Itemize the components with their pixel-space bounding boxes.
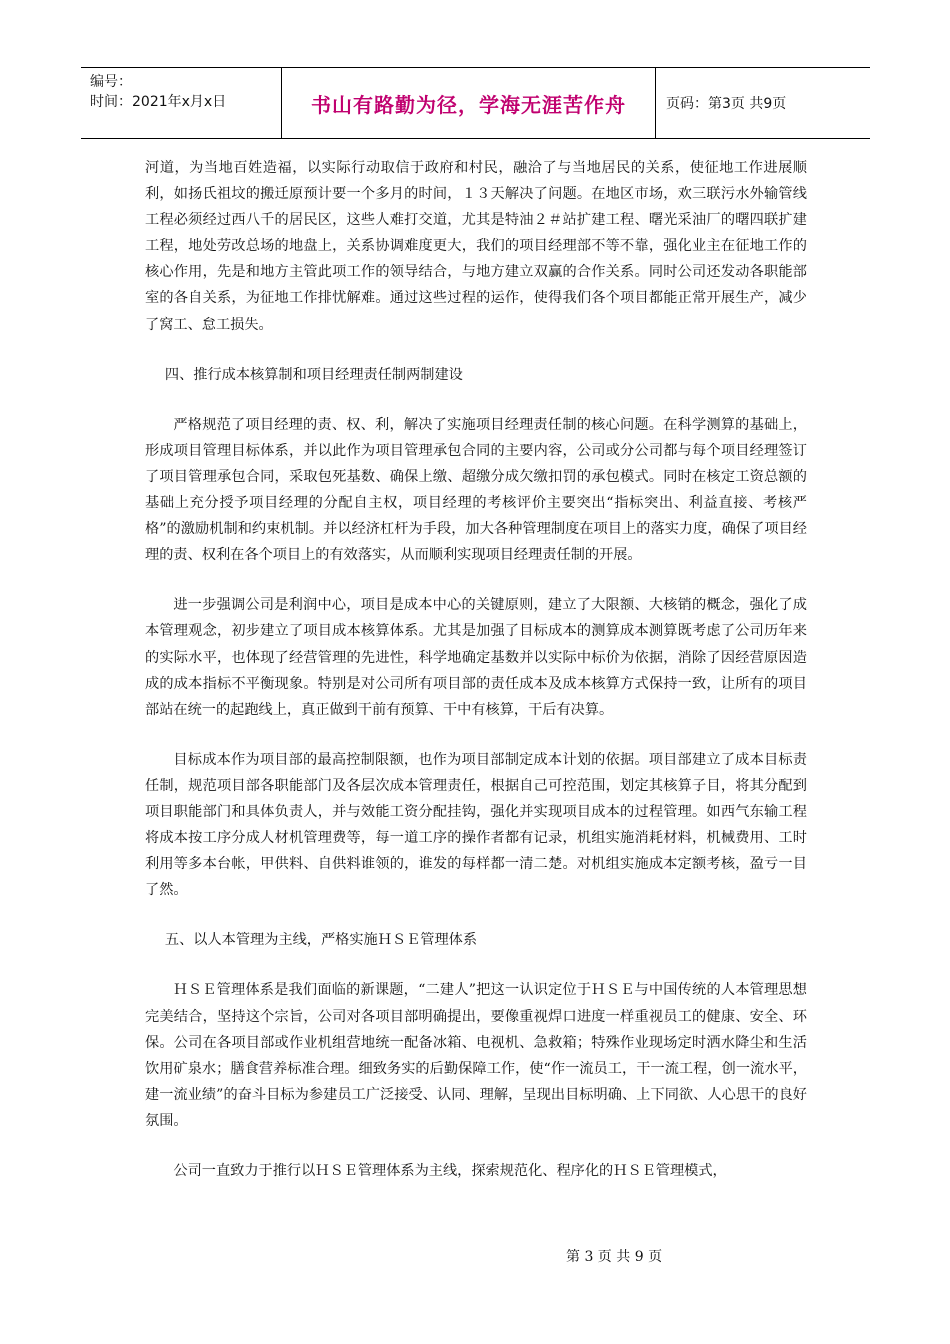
section-heading-5: 五、以人本管理为主线，严格实施ＨＳＥ管理体系 xyxy=(164,932,478,949)
paragraph: 进一步强调公司是利润中心，项目是成本中心的关键原则，建立了大限额、大核销的概念，强化了成本管理观念，初步建立了项目成本核算体系。尤其是加强了目标成本的测算成本测算既考虑了公司历年来的实际水平，也体现了经营管理的先进性，科学地确定基数并以实际中标价为依据，消除了因经营原因造成的成本指标不平衡现象。特别是对公司所有项目部的责任成本及成本核算方式保持一致，让所有的项目部站在统一的起跑线上，真正做到干前有预算、干中有核算，干后有决算。 xyxy=(145,597,807,718)
paragraph: 严格规范了项目经理的责、权、利，解决了实施项目经理责任制的核心问题。在科学测算的基础上，形成项目管理目标体系，并以此作为项目管理承包合同的主要内容，公司或分公司都与每个项目经理签订了项目管理承包合同，采取包死基数、确保上缴、超缴分成欠缴扣罚的承包模式。同时在核定工资总额的基础上充分授予项目经理的分配自主权，项目经理的考核评价主要突出“指标突出、利益直接、考核严格”的激励机制和约束机制。并以经济杠杆为手段，加大各种管理制度在项目上的落实力度，确保了项目经理的责、权利在各个项目上的有效落实，从而顺利实现项目经理责任制的开展。 xyxy=(145,416,807,564)
paragraph: ＨＳＥ管理体系是我们面临的新课题，“二建人”把这一认识定位于ＨＳＥ与中国传统的人本管理思想完美结合，坚持这个宗旨，公司对各项目部明确提出，要像重视焊口进度一样重视员工的健康、安全、环保。公司在各项目部或作业机组营地统一配备冰箱、电视机、急救箱；特殊作业现场定时洒水降尘和生活饮用矿泉水；膳食营养标准合理。细致务实的后勤保障工作，使“作一流员工，干一流工程，创一流水平，建一流业绩”的奋斗目标为参建员工广泛接受、认同、理解，呈现出目标明确、上下同欲、人心思干的良好氛围。 xyxy=(145,982,807,1129)
paragraph-continued: 河道，为当地百姓造福，以实际行动取信于政府和村民，融洽了与当地居民的关系，使征地工作进展顺利，如扬氏祖坟的搬迁原预计要一个多月的时间，１３天解决了问题。在地区市场，欢三联污水外输管线工程必须经过西八千的居民区，这些人难打交道，尤其是特油２＃站扩建工程、曙光采油厂的曙四联扩建工程，地处劳改总场的地盘上，关系协调难度更大，我们的项目经理部不等不靠，强化业主在征地工作的核心作用，先是和地方主管此项工作的领导结合，与地方建立双赢的合作关系。同时公司还发动各职能部室的各自关系，为征地工作排忧解难。通过这些过程的运作，使得我们各个项目都能正常开展生产，减少了窝工、怠工损失。 xyxy=(145,160,807,333)
page-footer: 第 3 页 共 9 页 xyxy=(566,1249,663,1265)
paragraph: 公司一直致力于推行以ＨＳＥ管理体系为主线，探索规范化、程序化的ＨＳＥ管理模式， xyxy=(173,1163,727,1179)
motto: 书山有路勤为径，学海无涯苦作舟 xyxy=(311,92,626,117)
page-info: 页码：第3页 共9页 xyxy=(666,96,787,112)
header-meta xyxy=(81,68,282,138)
header-page-cell xyxy=(656,68,870,138)
paragraph: 目标成本作为项目部的最高控制限额，也作为项目部制定成本计划的依据。项目部建立了成本目标责任制，规范项目部各职能部门及各层次成本管理责任，根据自己可控范围，划定其核算子目，将其分配到项目职能部门和具体负责人，并与效能工资分配挂钩，强化并实现项目成本的过程管理。如西气东输工程将成本按工序分成人材机管理费等，每一道工序的操作者都有记录，机组实施消耗材料，机械费用、工时利用等多本台帐，甲供料、自供料谁领的，谁发的每样都一清二楚。对机组实施成本定额考核，盈亏一目了然。 xyxy=(145,751,807,899)
section-heading-4: 四、推行成本核算制和项目经理责任制两制建设 xyxy=(164,366,463,383)
code-label: 编号： xyxy=(90,74,132,90)
header-motto-cell xyxy=(282,68,656,138)
document-body xyxy=(145,155,807,1208)
date-line: 时间：2021年x月x日 xyxy=(90,94,227,110)
document-header xyxy=(81,67,870,139)
